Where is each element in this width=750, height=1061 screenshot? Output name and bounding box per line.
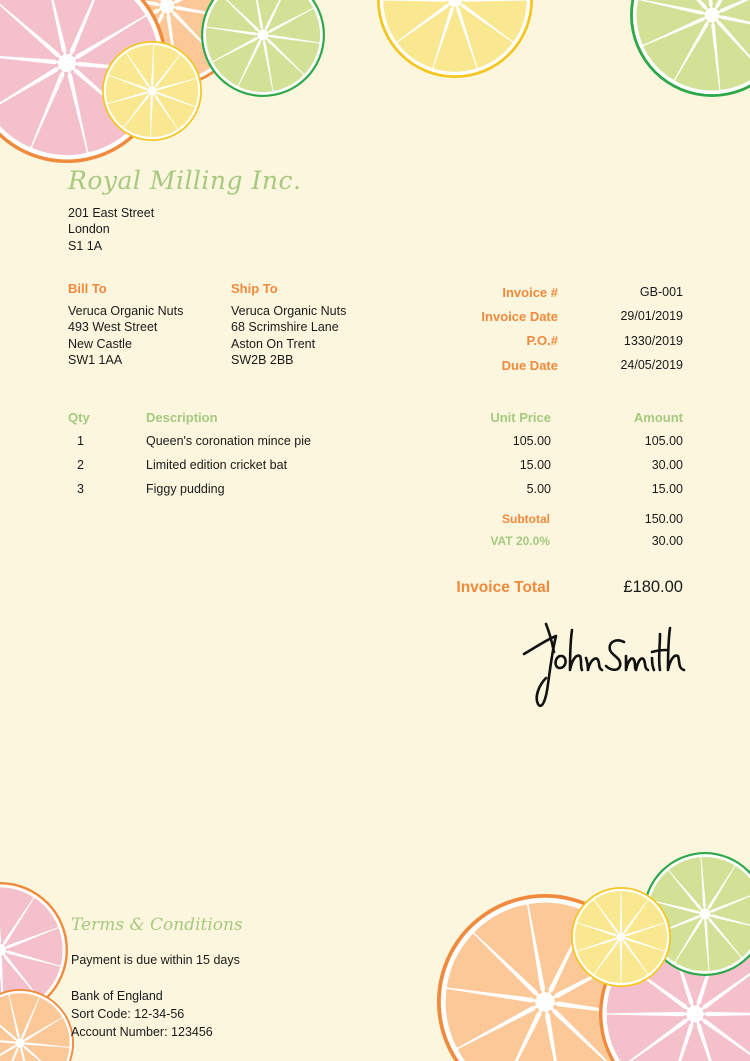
item-qty: 2 bbox=[77, 458, 84, 472]
item-unit-price: 105.00 bbox=[512, 434, 551, 448]
item-description: Figgy pudding bbox=[146, 482, 225, 496]
ship-to-section bbox=[231, 281, 346, 368]
line-items-table bbox=[68, 405, 683, 501]
invoice-date-row bbox=[440, 304, 683, 328]
lemon-slice-icon bbox=[102, 41, 202, 141]
subtotal-row bbox=[440, 508, 683, 530]
item-amount: 15.00 bbox=[651, 482, 683, 496]
table-header bbox=[68, 405, 683, 429]
table-row bbox=[68, 477, 683, 501]
bill-to-line: Veruca Organic Nuts bbox=[68, 304, 184, 318]
invoice-date-label: Invoice Date bbox=[481, 308, 558, 324]
invoice-total-value: £180.00 bbox=[623, 578, 683, 596]
bill-to-section bbox=[68, 281, 183, 368]
ship-to-label: Ship To bbox=[231, 281, 278, 296]
orange-slice-icon bbox=[0, 989, 74, 1061]
invoice-total-row bbox=[440, 578, 683, 597]
lemon-slice-icon bbox=[377, 0, 533, 78]
item-description: Limited edition cricket bat bbox=[146, 458, 288, 472]
terms-section bbox=[71, 951, 240, 1041]
invoice-number-row bbox=[440, 280, 683, 304]
company-address bbox=[68, 205, 154, 254]
bill-to-line: New Castle bbox=[68, 336, 132, 351]
invoice-meta bbox=[440, 280, 683, 377]
company-address-line: S1 1A bbox=[68, 238, 103, 253]
invoice-date-value: 29/01/2019 bbox=[620, 309, 683, 324]
item-qty: 1 bbox=[77, 434, 84, 448]
signature-image bbox=[516, 612, 691, 717]
company-name: Royal Milling Inc. bbox=[68, 166, 302, 195]
po-number-row bbox=[440, 329, 683, 353]
vat-value: 30.00 bbox=[651, 534, 683, 548]
header-amount: Amount bbox=[633, 409, 683, 425]
table-row bbox=[68, 453, 683, 477]
subtotal-label: Subtotal bbox=[502, 512, 550, 526]
invoice-number-value: GB-001 bbox=[639, 285, 683, 300]
item-unit-price: 15.00 bbox=[519, 458, 551, 472]
due-date-label: Due Date bbox=[501, 357, 558, 373]
due-date-row bbox=[440, 353, 683, 377]
invoice-number-label: Invoice # bbox=[502, 284, 558, 300]
payment-note: Payment is due within 15 days bbox=[71, 953, 240, 967]
item-unit-price: 5.00 bbox=[526, 482, 551, 496]
item-amount: 105.00 bbox=[644, 434, 683, 448]
company-address-line: 201 East Street bbox=[68, 206, 155, 220]
lime-slice-icon bbox=[201, 0, 325, 97]
due-date-value: 24/05/2019 bbox=[620, 358, 683, 373]
invoice-total-label: Invoice Total bbox=[456, 578, 550, 596]
subtotal-value: 150.00 bbox=[644, 512, 683, 526]
header-description: Description bbox=[146, 409, 218, 425]
po-number-label: P.O.# bbox=[526, 333, 558, 349]
ship-to-line: Aston On Trent bbox=[231, 336, 316, 351]
lemon-slice-icon bbox=[571, 887, 671, 987]
account-number: Account Number: 123456 bbox=[71, 1025, 213, 1039]
header-qty: Qty bbox=[68, 409, 90, 425]
vat-label: VAT 20.0% bbox=[490, 534, 550, 548]
totals-section bbox=[440, 508, 683, 552]
company-address-line: London bbox=[68, 222, 110, 237]
sort-code: Sort Code: 12-34-56 bbox=[71, 1007, 185, 1021]
bill-to-label: Bill To bbox=[68, 281, 107, 296]
bank-name: Bank of England bbox=[71, 989, 163, 1003]
bill-to-line: 493 West Street bbox=[68, 320, 158, 335]
terms-title: Terms & Conditions bbox=[71, 915, 243, 935]
header-unit-price: Unit Price bbox=[490, 409, 551, 425]
vat-row bbox=[440, 530, 683, 552]
lime-slice-icon bbox=[630, 0, 750, 97]
po-number-value: 1330/2019 bbox=[623, 333, 683, 348]
ship-to-line: 68 Scrimshire Lane bbox=[231, 320, 339, 335]
item-description: Queen's coronation mince pie bbox=[146, 434, 311, 448]
bill-to-line: SW1 1AA bbox=[68, 352, 123, 367]
ship-to-line: SW2B 2BB bbox=[231, 352, 294, 367]
table-row bbox=[68, 429, 683, 453]
ship-to-line: Veruca Organic Nuts bbox=[231, 304, 347, 318]
item-qty: 3 bbox=[77, 482, 84, 496]
item-amount: 30.00 bbox=[651, 458, 683, 472]
